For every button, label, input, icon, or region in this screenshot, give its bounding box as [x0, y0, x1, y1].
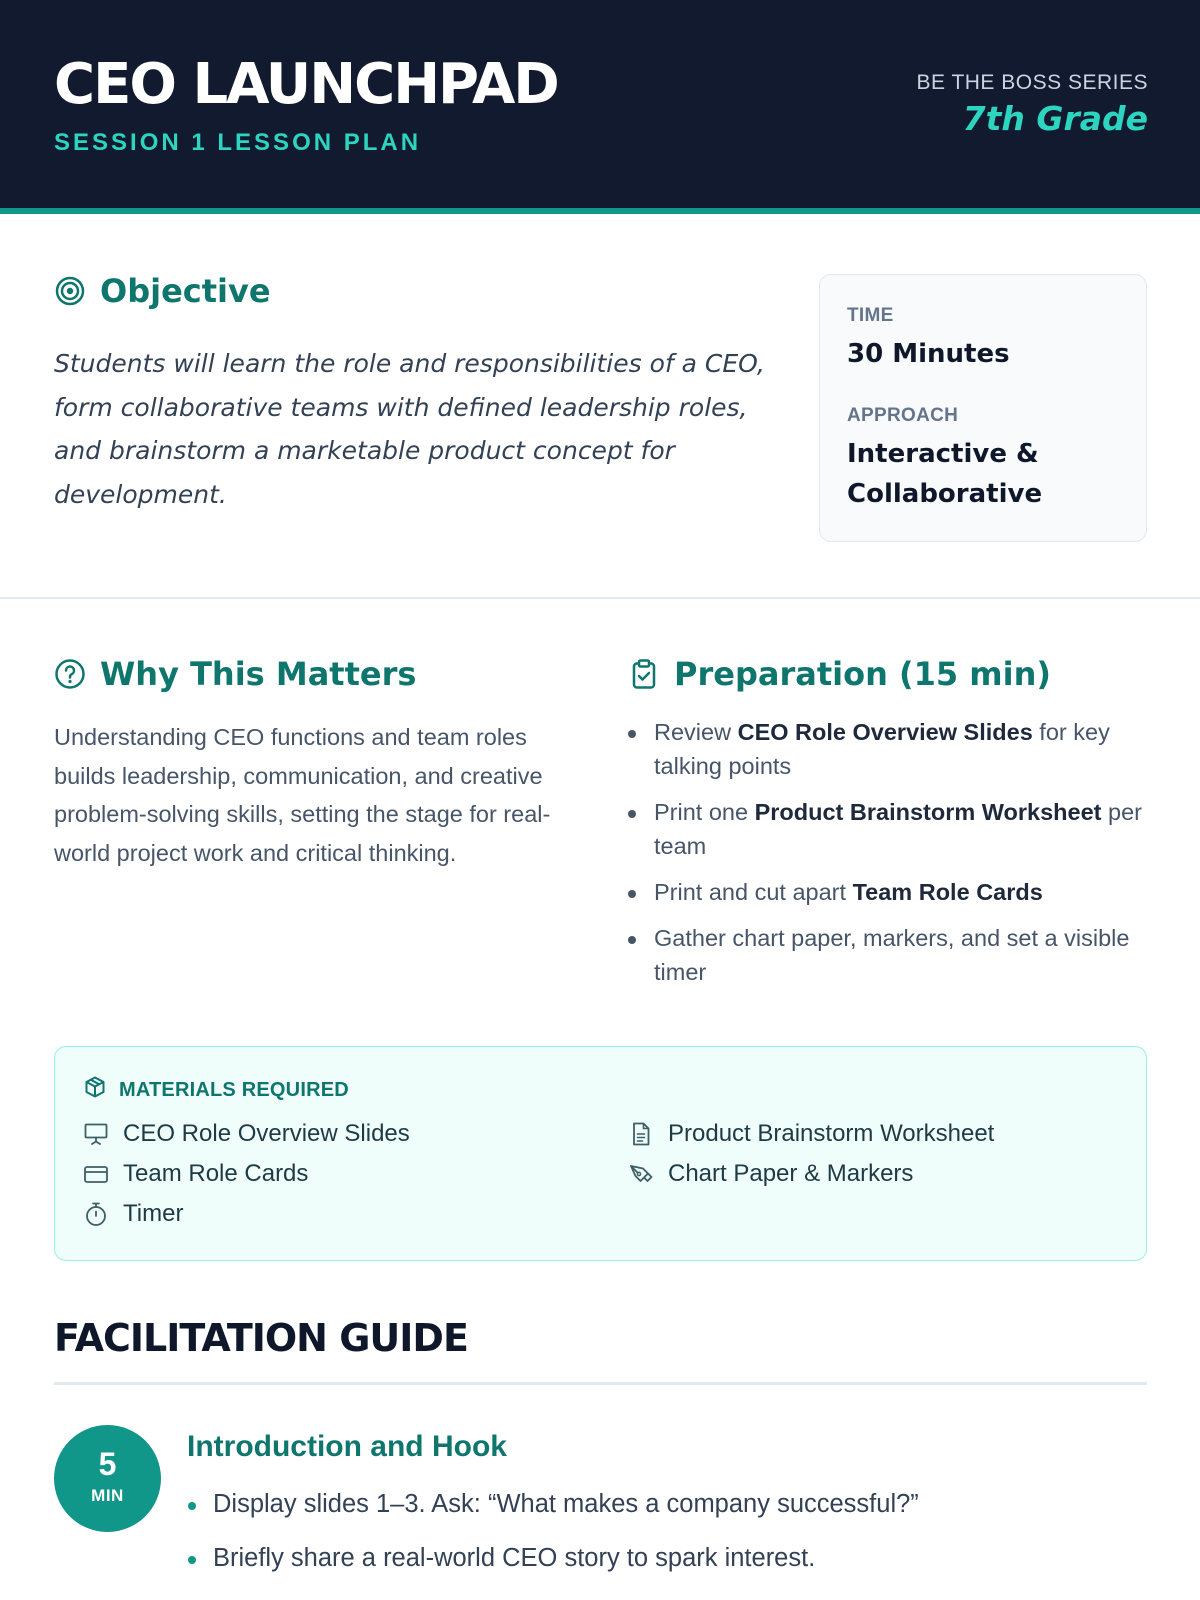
prep-bold-text: Team Role Cards — [852, 879, 1043, 905]
material-item — [628, 1120, 994, 1148]
prep-text: for key talking points — [654, 719, 1110, 779]
why-text: Understanding CEO functions and team roles builds leadership, communication, and creative problem-solving skills, setting the stage for real-world project work and critical thinking. — [54, 724, 551, 866]
list-item: Display slides 1–3. Ask: “What makes a company successful?” — [187, 1486, 1147, 1522]
why-heading-text: Why This Matters — [100, 655, 417, 693]
time-value: 30 Minutes — [847, 339, 1010, 369]
facilitation-heading: FACILITATION GUIDE — [54, 1316, 468, 1360]
time-label: TIME — [847, 305, 894, 326]
materials-box — [54, 1046, 1147, 1261]
objective-heading — [54, 272, 271, 310]
why-heading — [54, 655, 416, 693]
list-item — [628, 921, 1148, 989]
step-bullet-list — [187, 1486, 1147, 1594]
prep-text: Print one — [654, 799, 755, 825]
material-item — [628, 1160, 913, 1188]
preparation-list — [628, 715, 1148, 1001]
materials-heading — [83, 1075, 349, 1105]
materials-heading-text: MATERIALS REQUIRED — [119, 1078, 349, 1101]
page-title: CEO LAUNCHPAD — [54, 52, 558, 117]
facilitation-rule — [54, 1382, 1147, 1385]
grade-label: 7th Grade — [962, 99, 1148, 138]
material-item — [83, 1200, 183, 1228]
page-subtitle: SESSION 1 LESSON PLAN — [54, 129, 422, 156]
prep-text: Review — [654, 719, 738, 745]
objective-heading-text: Objective — [100, 272, 271, 310]
material-label: Timer — [123, 1200, 184, 1227]
presentation-icon — [83, 1121, 109, 1147]
step-duration-badge — [54, 1425, 161, 1532]
prep-text: Gather chart paper, markers, and set a visible timer — [654, 925, 1130, 985]
step-minutes-unit: MIN — [91, 1486, 124, 1505]
material-item — [83, 1120, 410, 1148]
document-icon — [628, 1121, 654, 1147]
pen-tool-icon — [628, 1161, 654, 1187]
target-icon — [54, 275, 86, 307]
preparation-heading — [628, 655, 1051, 693]
approach-label: APPROACH — [847, 405, 959, 426]
info-card — [819, 274, 1147, 542]
prep-bold-text: Product Brainstorm Worksheet — [754, 799, 1102, 825]
list-item — [628, 715, 1148, 783]
approach-value: Interactive & Collaborative — [847, 439, 1043, 509]
step-minutes: 5 — [98, 1446, 117, 1482]
clipboard-check-icon — [628, 658, 660, 690]
objective-text: Students will learn the role and responsibilities of a CEO, form collaborative teams with defined leadership roles, and brainstorm a marketable product concept for development. — [54, 349, 765, 509]
list-item — [628, 795, 1148, 863]
prep-bold-text: CEO Role Overview Slides — [737, 719, 1033, 745]
material-label: CEO Role Overview Slides — [123, 1120, 410, 1147]
box-icon — [83, 1075, 107, 1105]
question-circle-icon — [54, 658, 86, 690]
list-item — [628, 875, 1148, 909]
page-header — [0, 0, 1200, 214]
stopwatch-icon — [83, 1201, 109, 1227]
prep-text: Print and cut apart — [654, 879, 853, 905]
step-title: Introduction and Hook — [187, 1430, 507, 1463]
material-item — [83, 1160, 308, 1188]
material-label: Chart Paper & Markers — [668, 1160, 914, 1187]
material-label: Product Brainstorm Worksheet — [668, 1120, 995, 1147]
material-label: Team Role Cards — [123, 1160, 309, 1187]
prep-text: per team — [654, 799, 1143, 859]
preparation-heading-text: Preparation (15 min) — [674, 655, 1051, 693]
section-divider — [0, 597, 1200, 599]
series-label: BE THE BOSS SERIES — [916, 71, 1148, 94]
list-item: Briefly share a real-world CEO story to spark interest. — [187, 1540, 1147, 1576]
card-icon — [83, 1161, 109, 1187]
